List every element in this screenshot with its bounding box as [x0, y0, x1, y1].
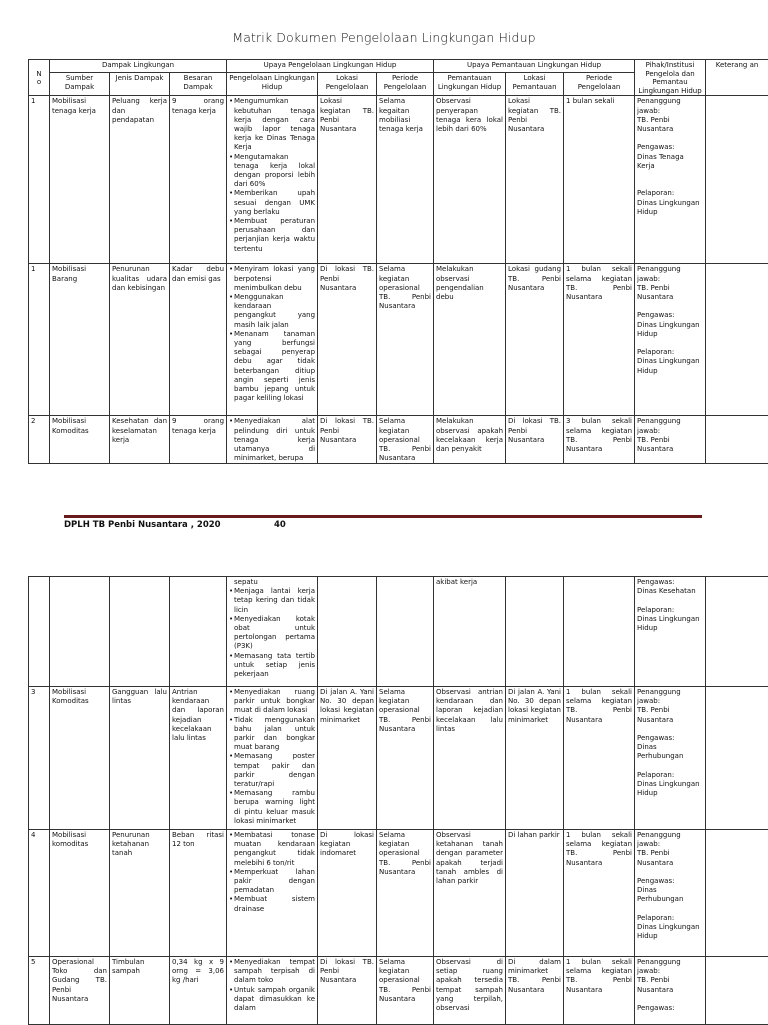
cell-jenis-dampak: Gangguan lalu lintas — [110, 687, 170, 830]
cell-pengelolaan — [227, 830, 318, 957]
cell-pemantauan: Observasi penyerapan tenaga kera lokal lebih dari 60% — [434, 96, 506, 264]
cell-pemantauan: Melakukan observasi apakah kecelakaan kerja dan penyakit — [434, 416, 506, 464]
pengelolaan-item: • Menyiram lokasi yang berpotensi menimbulkan debu — [229, 265, 315, 293]
cell-besaran-dampak: Kadar debu dan emisi gas — [170, 264, 227, 416]
cell-periode-pengelolaan: Selama kegiatan operasional TB. Penbi Nusantara — [377, 687, 434, 830]
header-pengelolaan: Pengelolaan Lingkungan Hidup — [227, 72, 318, 95]
header-periode-pemantauan: Periode Pengelolaan — [564, 72, 635, 95]
table-row — [29, 577, 768, 687]
cell-pemantauan: Observasi antrian kendaraan dan laporan kejadian kecelakaan lalu lintas — [434, 687, 506, 830]
table-row — [29, 416, 768, 464]
cell-lokasi-pengelolaan: Lokasi kegiatan TB. Penbi Nusantara — [318, 96, 377, 264]
header-pemantauan: Pemantauan Lingkungan Hidup — [434, 72, 506, 95]
pengelolaan-list — [229, 587, 315, 679]
pengelolaan-item: • Menanam tanaman yang berfungsi sebagai penyerap debu agar tidak beterbangan ditiup angin seperti jenis bambu jepang untuk pagar keliling lokasi — [229, 330, 315, 404]
footer-rule — [64, 515, 702, 518]
page-footer — [64, 515, 704, 535]
pengelolaan-item: • Menyediakan ruang parkir untuk bongkar muat di dalam lokasi — [229, 688, 315, 716]
cell-pihak-institusi: Pengawas: Dinas Kesehatan Pelaporan: Dinas Lingkungan Hidup — [635, 577, 706, 687]
cell-no: 3 — [29, 687, 50, 830]
cell-lokasi-pemantauan: Di lahan parkir — [506, 830, 564, 957]
cell-pihak-institusi: Penanggung jawab: TB. Penbi Nusantara Pengawas: Dinas Perhubungan Pelaporan: Dinas Lingkungan Hidup — [635, 687, 706, 830]
header-besaran-dampak: Besaran Dampak — [170, 72, 227, 95]
document-title: Matrik Dokumen Pengelolaan Lingkungan Hidup — [0, 30, 768, 45]
table-row — [29, 96, 768, 264]
header-upaya-pengelolaan: Upaya Pengelolaan Lingkungan Hidup — [227, 60, 434, 73]
cell-pihak-institusi: Penanggung jawab: TB. Penbi Nusantara Pengawas: Dinas Lingkungan Hidup Pelaporan: Dinas Lingkungan Hidup — [635, 264, 706, 416]
matrix-table-top — [28, 59, 768, 464]
cell-periode-pengelolaan: Selama kegaitan mobiliasi tenaga kerja — [377, 96, 434, 264]
cell-lokasi-pengelolaan: Di lokasi TB. Penbi Nusantara — [318, 416, 377, 464]
pengelolaan-list — [229, 958, 315, 1013]
pengelolaan-item: • Memberikan upah sesuai dengan UMK yang berlaku — [229, 189, 315, 217]
table-row — [29, 957, 768, 1025]
pengelolaan-item: • Mengutamakan tenaga kerja lokal dengan proporsi lebih dari 60% — [229, 153, 315, 190]
pengelolaan-item: • Memperkuat lahan pakir dengan pemadatan — [229, 868, 315, 896]
pengelolaan-item: • Memasang rambu berupa warning light di pintu keluar masuk lokasi minimarket — [229, 789, 315, 826]
cell-lokasi-pemantauan: Di dalam minimarket TB. Penbi Nusantara — [506, 957, 564, 1025]
cell-sumber-dampak: Mobilisasi Barang — [50, 264, 110, 416]
cell-pihak-institusi: Penanggung jawab: TB. Penbi Nusantara Pengawas: Dinas Tenaga Kerja Pelaporan: Dinas Lingkungan Hidup — [635, 96, 706, 264]
cell-periode-pemantauan: 1 bulan sekali selama kegiatan TB. Penbi Nusantara — [564, 687, 635, 830]
cell-periode-pemantauan: 3 bulan sekali selama kegiatan TB. Penbi Nusantara — [564, 416, 635, 464]
cell-besaran-dampak: Antrian kendaraan dan laporan kejadian kecelakaan lalu lintas — [170, 687, 227, 830]
pengelolaan-item: • Menyediakan alat pelindung diri untuk tenaga kerja utamanya di minimarket, berupa — [229, 417, 315, 463]
header-no: N o — [29, 60, 50, 96]
cell-pemantauan: akibat kerja — [434, 577, 506, 687]
cell-sumber-dampak: Mobilisasi tenaga kerja — [50, 96, 110, 264]
cell-lokasi-pemantauan: Lokasi kegiatan TB. Penbi Nusantara — [506, 96, 564, 264]
cell-pengelolaan — [227, 416, 318, 464]
cell-lokasi-pengelolaan: Di lokasi TB. Penbi Nusantara — [318, 957, 377, 1025]
cell-periode-pemantauan — [564, 577, 635, 687]
cell-pemantauan: Observasi di setiap ruang apakah tersedia tempat sampah yang terpilah, observasi — [434, 957, 506, 1025]
cell-lokasi-pemantauan: Di lokasi TB. Penbi Nusantara — [506, 416, 564, 464]
cell-lokasi-pemantauan: Di jalan A. Yani No. 30 depan lokasi kegiatan minimarket — [506, 687, 564, 830]
cell-jenis-dampak: Peluang kerja dan pendapatan — [110, 96, 170, 264]
cell-periode-pengelolaan — [377, 577, 434, 687]
cell-periode-pengelolaan: Selama kegiatan operasional TB. Penbi Nusantara — [377, 264, 434, 416]
cell-keterangan — [706, 96, 768, 264]
cell-pihak-institusi: Penanggung jawab: TB. Penbi Nusantara Pengawas: — [635, 957, 706, 1025]
cell-no: 1 — [29, 96, 50, 264]
pengelolaan-item: • Membuat peraturan perusahaan dan perjanjian kerja waktu tertentu — [229, 217, 315, 254]
pengelolaan-item: • Memasang poster tempat pakir dan parkir dengan teratur/rapi — [229, 752, 315, 789]
cell-periode-pengelolaan: Selama kegiatan operasional TB. Penbi Nusantara — [377, 830, 434, 957]
pengelolaan-item: • Membuat sistem drainase — [229, 895, 315, 913]
cell-no — [29, 577, 50, 687]
cell-keterangan — [706, 957, 768, 1025]
pengelolaan-item: • Menyediakan kotak obat untuk pertolongan pertama (P3K) — [229, 615, 315, 652]
cell-jenis-dampak: Kesehatan dan keselamatan kerja — [110, 416, 170, 464]
cell-pengelolaan — [227, 577, 318, 687]
cell-keterangan — [706, 830, 768, 957]
header-lokasi-pengelolaan: Lokasi Pengelolaan — [318, 72, 377, 95]
pengelolaan-item: • Mengumumkan kebutuhan tenaga kerja dengan cara wajib lapor tenaga kerja ke Dinas Tenaga Kerja — [229, 97, 315, 152]
cell-periode-pengelolaan: Selama kegiatan operasional TB. Penbi Nusantara — [377, 416, 434, 464]
cell-pihak-institusi: Penanggung jawab: TB. Penbi Nusantara — [635, 416, 706, 464]
cell-pengelolaan — [227, 264, 318, 416]
cell-lokasi-pengelolaan: Di lokasi TB. Penbi Nusantara — [318, 264, 377, 416]
cell-periode-pemantauan: 1 bulan sekali selama kegiatan TB. Penbi Nusantara — [564, 264, 635, 416]
header-dampak-lingkungan: Dampak Lingkungan — [50, 60, 227, 73]
table-row — [29, 264, 768, 416]
cell-keterangan — [706, 687, 768, 830]
pengelolaan-item: • Tidak menggunakan bahu jalan untuk parkir dan bongkar muat barang — [229, 716, 315, 753]
header-sumber-dampak: Sumber Dampak — [50, 72, 110, 95]
cell-lokasi-pengelolaan: Di lokasi kegiatan indomaret — [318, 830, 377, 957]
cell-lokasi-pemantauan: Lokasi gudang TB. Penbi Nusantara — [506, 264, 564, 416]
table-row — [29, 830, 768, 957]
cell-sumber-dampak: Mobilisasi Komoditas — [50, 416, 110, 464]
cell-keterangan — [706, 577, 768, 687]
header-jenis-dampak: Jenis Dampak — [110, 72, 170, 95]
cell-periode-pemantauan: 1 bulan sekali selama kegiatan TB. Penbi Nusantara — [564, 830, 635, 957]
header-keterangan: Keterang an — [706, 60, 768, 96]
pengelolaan-item: • Menyediakan tempat sampah terpisah di dalam toko — [229, 958, 315, 986]
pengelolaan-item: • Membatasi tonase muatan kendaraan pengangkut tidak melebihi 6 ton/rit — [229, 831, 315, 868]
cell-sumber-dampak: Operasional Toko dan Gudang TB. Penbi Nusantara — [50, 957, 110, 1025]
cell-lokasi-pengelolaan: Di jalan A. Yani No. 30 depan lokasi kegiatan minimarket — [318, 687, 377, 830]
cell-pengelolaan — [227, 687, 318, 830]
footer-document-label: DPLH TB Penbi Nusantara , 2020 — [64, 520, 221, 530]
cell-pemantauan: Melakukan observasi pengendalian debu — [434, 264, 506, 416]
table-row — [29, 687, 768, 830]
cell-lokasi-pemantauan — [506, 577, 564, 687]
cell-keterangan — [706, 264, 768, 416]
cell-jenis-dampak: Penurunan ketahanan tanah — [110, 830, 170, 957]
cell-no: 2 — [29, 416, 50, 464]
cell-lokasi-pengelolaan — [318, 577, 377, 687]
pengelolaan-item: • Menggunakan kendaraan pengangkut yang masih laik jalan — [229, 293, 315, 330]
cell-jenis-dampak: Penurunan kualitas udara dan kebisingan — [110, 264, 170, 416]
cell-no: 5 — [29, 957, 50, 1025]
pengelolaan-item: • Menjaga lantai kerja tetap kering dan tidak licin — [229, 587, 315, 615]
cell-periode-pengelolaan: Selama kegiatan operasional TB. Penbi Nusantara — [377, 957, 434, 1025]
pengelolaan-continued-text: sepatu — [229, 578, 315, 587]
cell-jenis-dampak — [110, 577, 170, 687]
cell-besaran-dampak: Beban ritasi 12 ton — [170, 830, 227, 957]
cell-pengelolaan — [227, 957, 318, 1025]
cell-periode-pemantauan: 1 bulan sekali — [564, 96, 635, 264]
pengelolaan-item: • Untuk sampah organik dapat dimasukkan ke dalam — [229, 986, 315, 1014]
cell-jenis-dampak: Timbulan sampah — [110, 957, 170, 1025]
pengelolaan-list — [229, 265, 315, 403]
pengelolaan-list — [229, 831, 315, 914]
header-lokasi-pemantauan: Lokasi Pemantauan — [506, 72, 564, 95]
cell-sumber-dampak: Mobilisasi Komoditas — [50, 687, 110, 830]
header-row-group — [29, 60, 768, 73]
pengelolaan-list — [229, 97, 315, 253]
header-pihak-institusi: Pihak/Institusi Pengelola dan Pemantau Lingkungan Hidup — [635, 60, 706, 96]
cell-sumber-dampak: Mobilisasi komoditas — [50, 830, 110, 957]
cell-besaran-dampak: 0,34 kg x 9 orng = 3,06 kg /hari — [170, 957, 227, 1025]
cell-pengelolaan — [227, 96, 318, 264]
cell-besaran-dampak: 9 orang tenaga kerja — [170, 96, 227, 264]
cell-sumber-dampak — [50, 577, 110, 687]
cell-no: 4 — [29, 830, 50, 957]
cell-keterangan — [706, 416, 768, 464]
cell-pemantauan: Observasi ketahanan tanah dengan parameter apakah terjadi tanah ambles di lahan parkir — [434, 830, 506, 957]
cell-besaran-dampak: 9 orang tenaga kerja — [170, 416, 227, 464]
pengelolaan-list — [229, 688, 315, 826]
matrix-table-bottom — [28, 576, 768, 1025]
cell-periode-pemantauan: 1 bulan sekali selama kegiatan TB. Penbi Nusantara — [564, 957, 635, 1025]
footer-page-number: 40 — [274, 520, 286, 530]
pengelolaan-list — [229, 417, 315, 463]
cell-no: 1 — [29, 264, 50, 416]
header-upaya-pemantauan: Upaya Pemantauan Lingkungan Hidup — [434, 60, 635, 73]
header-periode-pengelolaan: Periode Pengelolaan — [377, 72, 434, 95]
cell-besaran-dampak — [170, 577, 227, 687]
cell-pihak-institusi: Penanggung jawab: TB. Penbi Nusantara Pengawas: Dinas Perhubungan Pelaporan: Dinas Lingkungan Hidup — [635, 830, 706, 957]
pengelolaan-item: • Memasang tata tertib untuk setiap jenis pekerjaan — [229, 652, 315, 680]
